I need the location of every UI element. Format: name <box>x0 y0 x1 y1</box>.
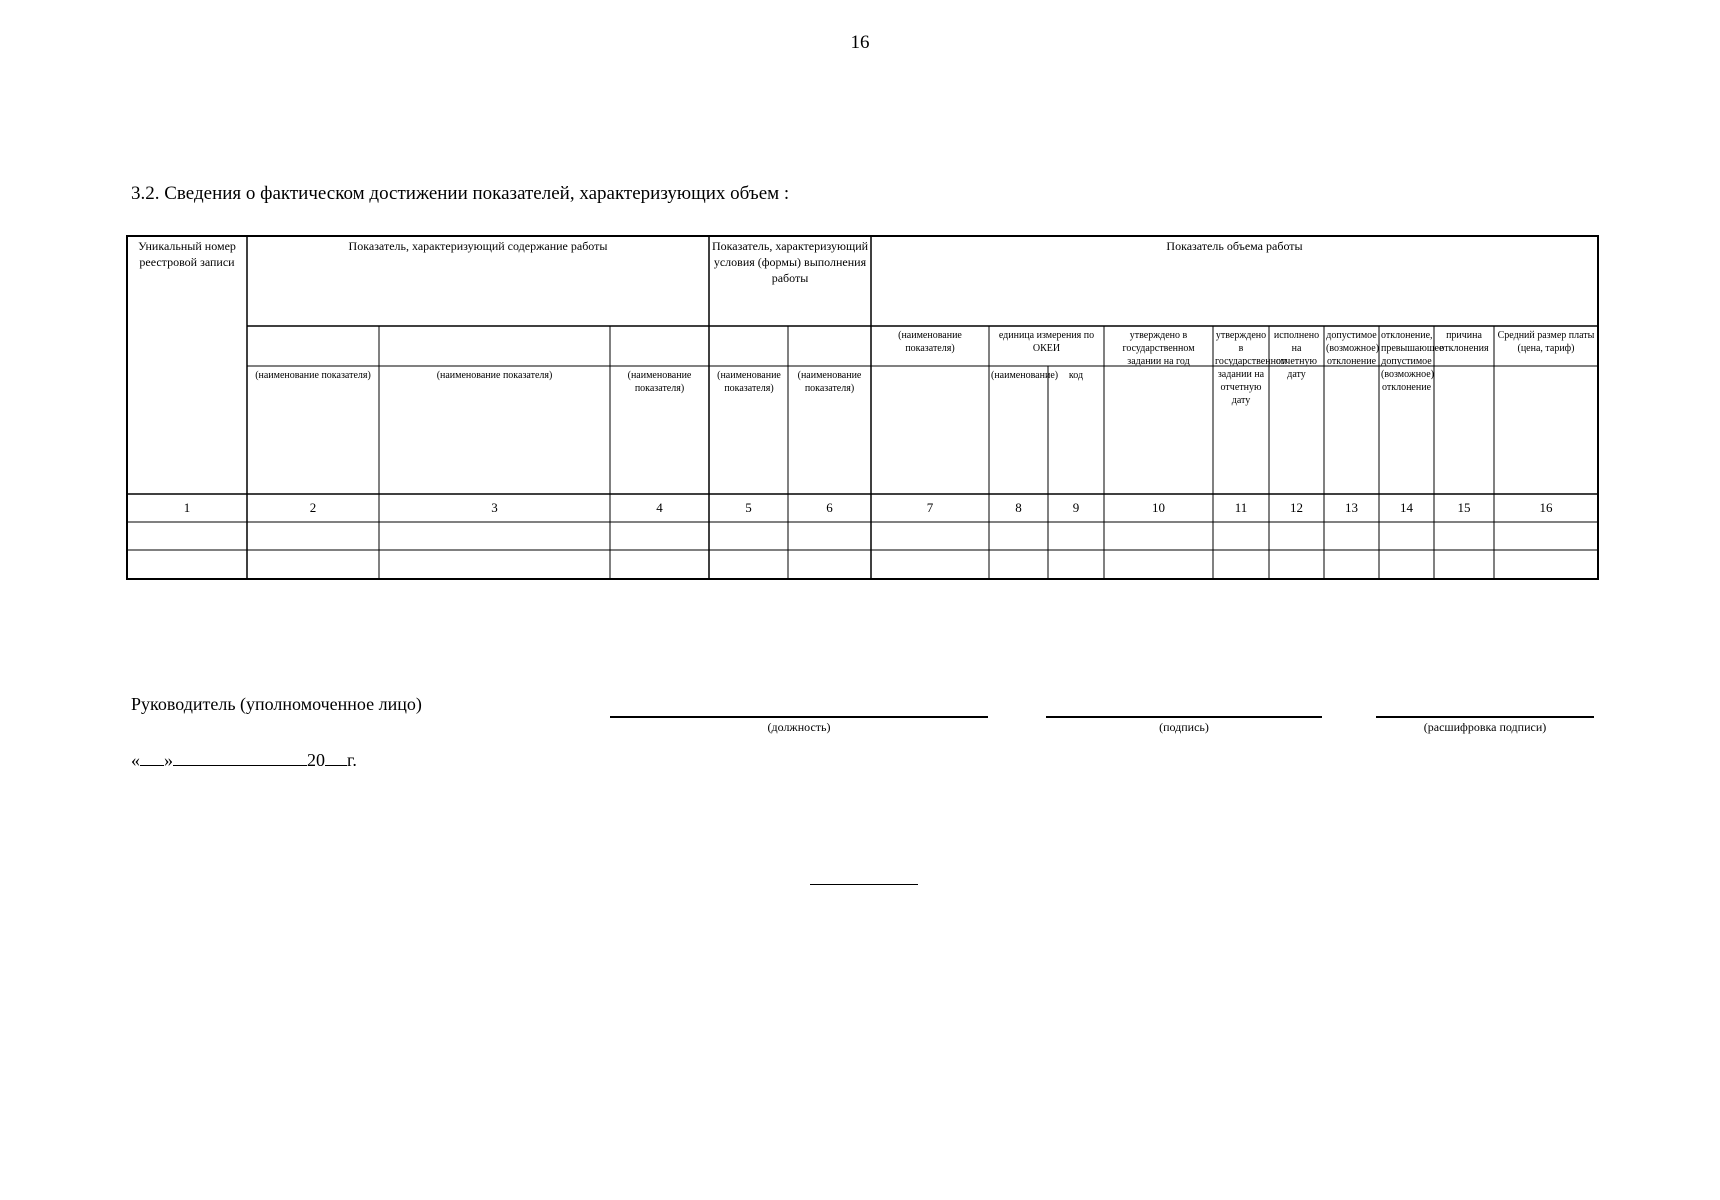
column-number: 4 <box>656 500 663 515</box>
header-unit-okei: единица измерения по ОКЕИ <box>998 330 1095 354</box>
header-content-indicator-3: (наименование показателя) <box>627 370 692 394</box>
header-deviation-reason: причина отклонения <box>1439 330 1489 354</box>
header-conditions-indicator-2: (наименование показателя) <box>797 370 862 394</box>
decode-signature-line <box>1376 716 1594 718</box>
column-number: 7 <box>926 500 934 515</box>
year-blank <box>325 751 347 766</box>
month-blank <box>173 751 307 766</box>
date-close-quote: » <box>164 750 173 770</box>
header-excess-deviation: отклонение, превышающее допустимое (возможное) отклонение <box>1381 330 1444 393</box>
position-signature-line <box>610 716 988 718</box>
header-approved-report-date: утверждено в государственном задании на отчетную дату <box>1215 330 1288 406</box>
signature-line <box>1046 716 1322 718</box>
column-number: 12 <box>1290 500 1303 515</box>
date-line <box>131 750 357 771</box>
position-caption: (должность) <box>767 720 831 734</box>
column-number: 1 <box>183 500 191 515</box>
header-content-group: Показатель, характеризующий содержание работы <box>348 239 608 253</box>
header-volume-indicator-name: (наименование показателя) <box>898 330 962 354</box>
column-number: 9 <box>1072 500 1080 515</box>
column-number: 3 <box>491 500 498 515</box>
column-number: 14 <box>1400 500 1413 515</box>
signature-caption: (подпись) <box>1159 720 1209 734</box>
volume-indicators-table <box>127 236 1599 581</box>
column-number: 2 <box>309 500 317 515</box>
header-conditions-group: Показатель, характеризующий условия (формы) выполнения работы <box>711 239 869 285</box>
year-prefix: 20 <box>307 750 325 770</box>
header-unit-code: код <box>1068 370 1084 381</box>
header-unique-number: Уникальный номер реестровой записи <box>138 239 236 269</box>
column-number: 16 <box>1539 500 1553 515</box>
header-approved-year: утверждено в государственном задании на год <box>1122 330 1195 367</box>
date-open-quote: « <box>131 750 140 770</box>
table-grid-lines <box>127 236 1599 581</box>
column-number: 8 <box>1015 500 1022 515</box>
day-blank <box>140 751 164 766</box>
header-conditions-indicator-1: (наименование показателя) <box>717 370 781 394</box>
header-executed-report-date: исполнено на отчетную дату <box>1273 330 1320 380</box>
header-content-indicator-1: (наименование показателя) <box>255 370 371 381</box>
column-number: 5 <box>745 500 752 515</box>
column-number: 6 <box>826 500 833 515</box>
header-average-fee: Средний размер платы (цена, тариф) <box>1497 330 1595 354</box>
column-number: 11 <box>1234 500 1248 515</box>
page-number: 16 <box>850 32 870 53</box>
year-suffix: г. <box>347 750 357 770</box>
header-volume-group: Показатель объема работы <box>1166 239 1303 253</box>
column-number: 15 <box>1457 500 1471 515</box>
decode-caption: (расшифровка подписи) <box>1423 720 1547 734</box>
footer-rule <box>810 884 918 885</box>
column-number: 13 <box>1345 500 1358 515</box>
column-number: 10 <box>1152 500 1165 515</box>
head-signature-label: Руководитель (уполномоченное лицо) <box>131 694 422 714</box>
header-unit-name: (наименование) <box>991 370 1059 381</box>
section-title: 3.2. Сведения о фактическом достижении показателей, характеризующих объем : <box>131 183 790 204</box>
header-allowed-deviation: допустимое (возможное) отклонение <box>1326 330 1380 367</box>
header-content-indicator-2: (наименование показателя) <box>436 370 553 381</box>
